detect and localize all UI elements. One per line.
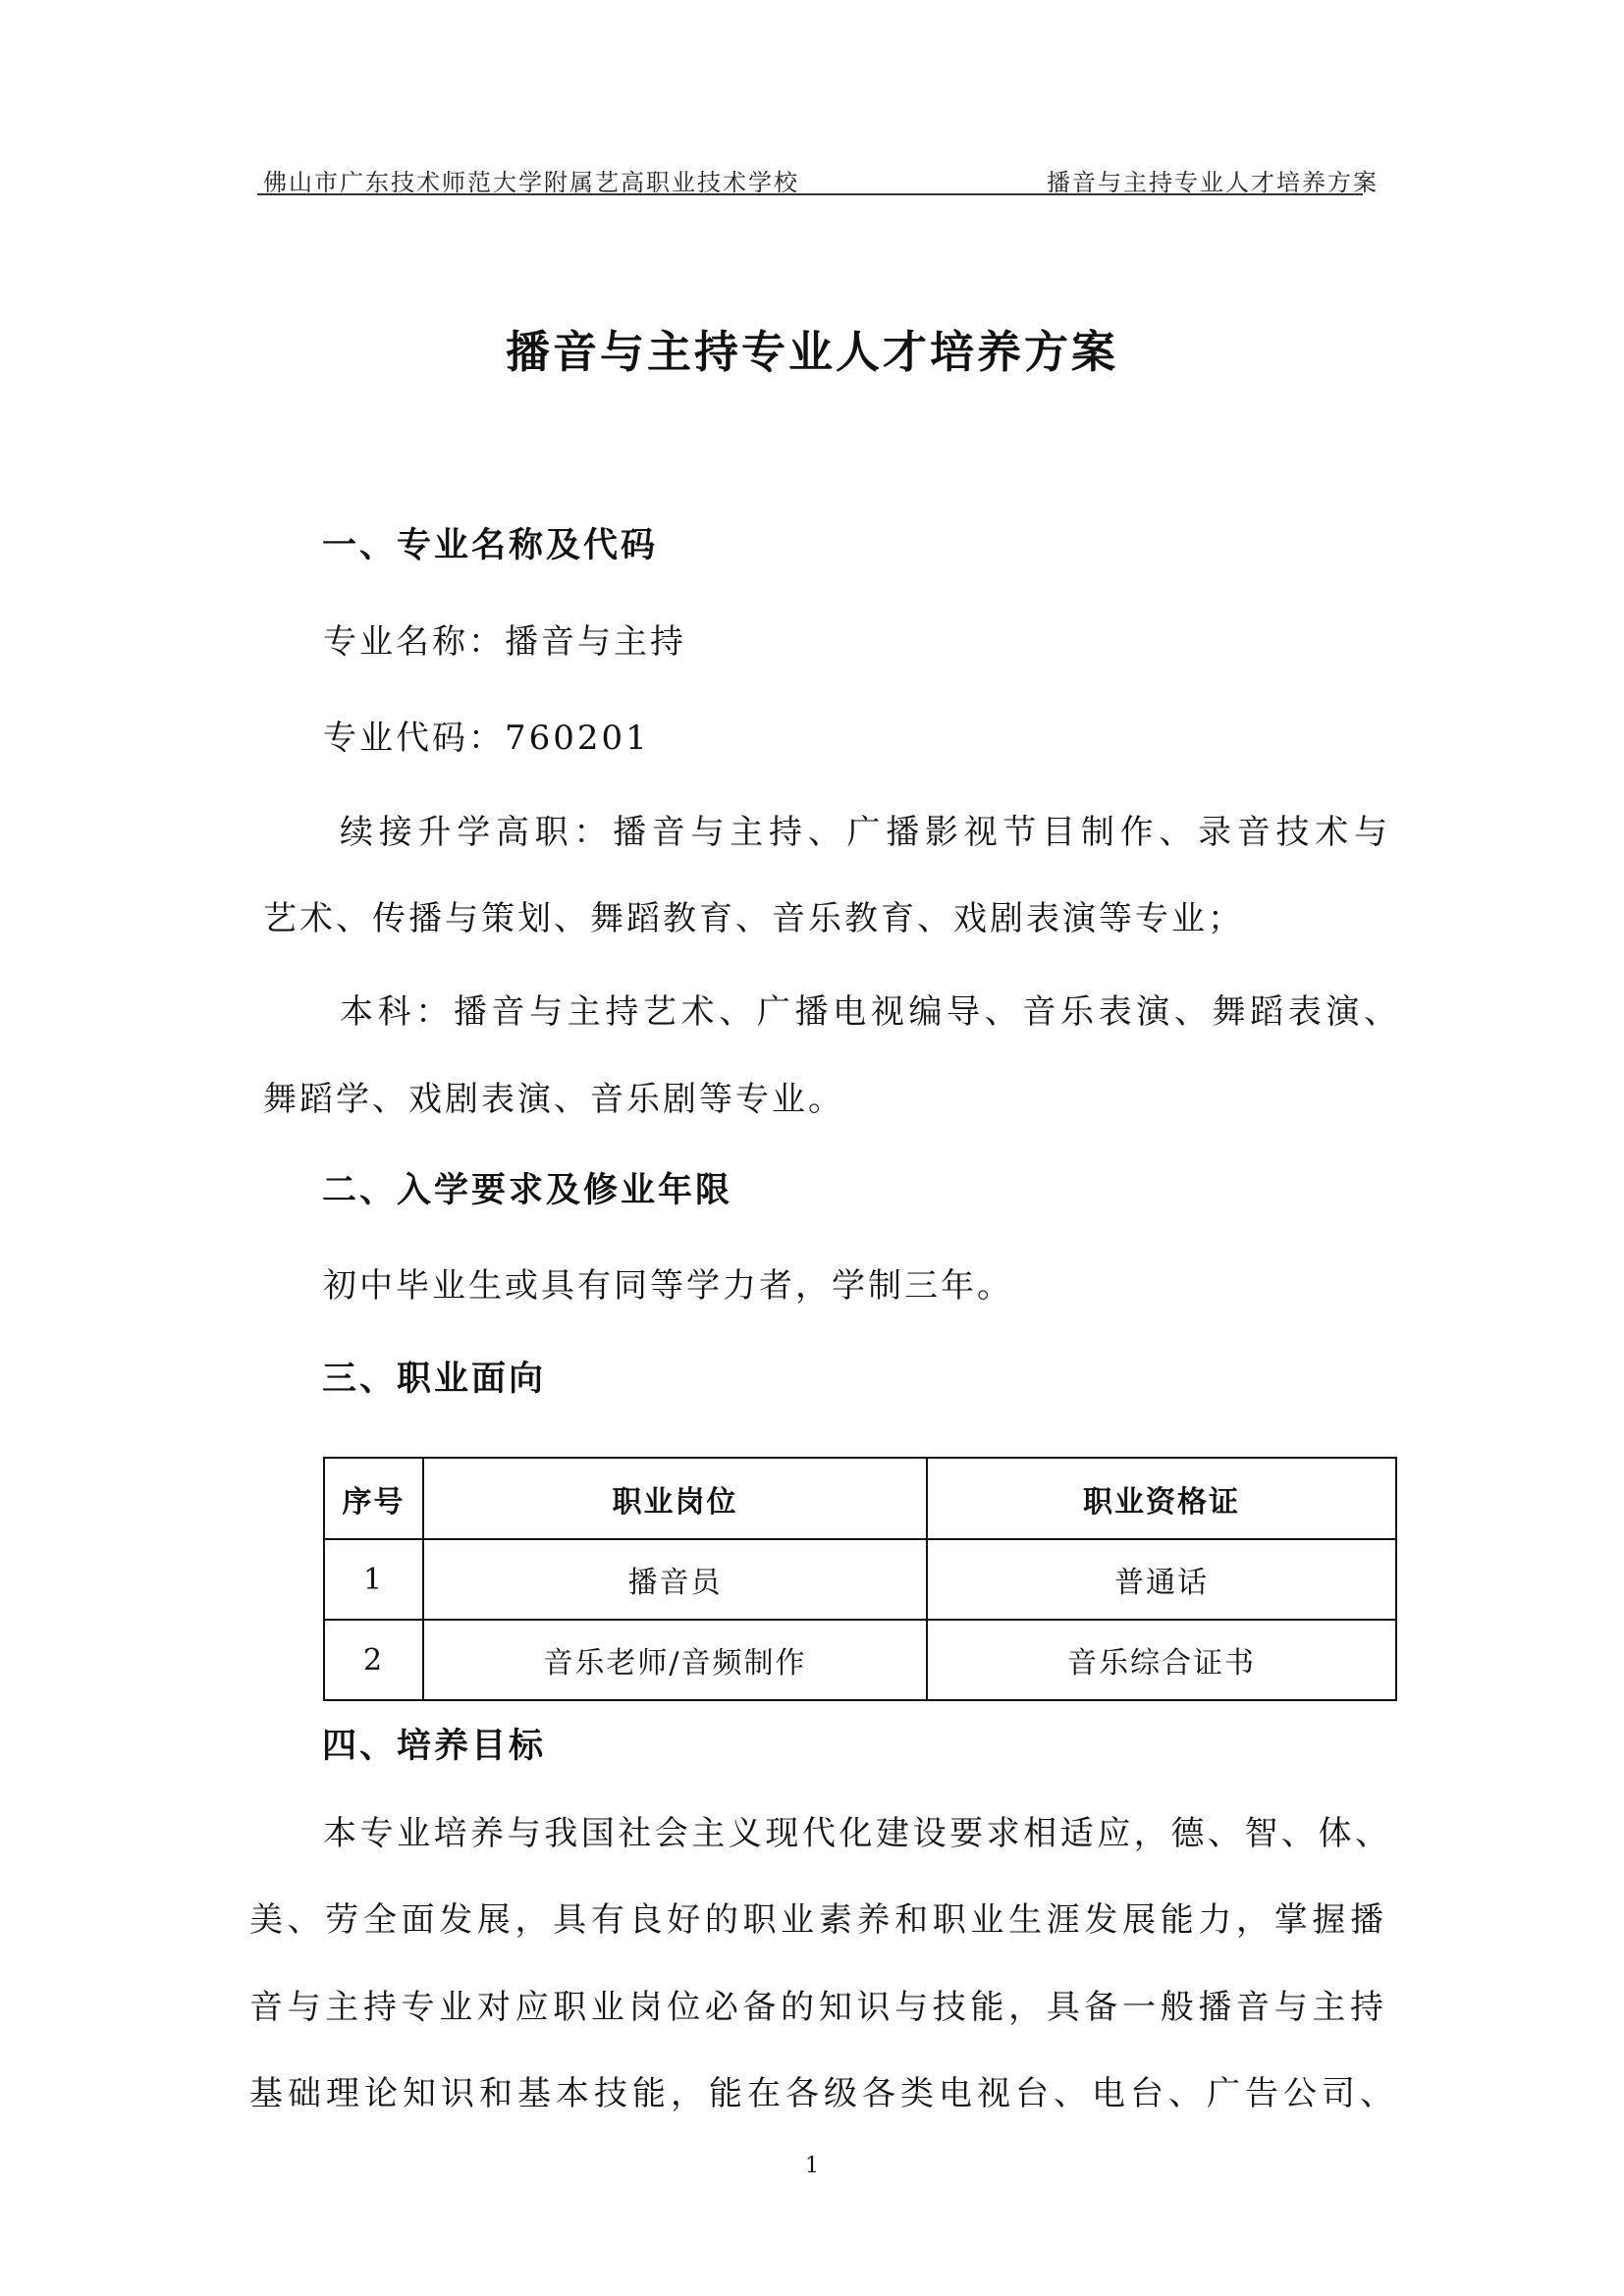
section-heading-1: 一、专业名称及代码 xyxy=(322,526,659,565)
table-cell: 1 xyxy=(324,1539,423,1620)
header-rule xyxy=(257,193,1363,195)
table-cell: 音乐老师/音频制作 xyxy=(423,1620,927,1700)
major-name-line: 专业名称：播音与主持 xyxy=(323,622,686,662)
section-heading-3: 三、职业面向 xyxy=(322,1360,547,1399)
objective-line-4: 基础理论知识和基本技能，能在各级各类电视台、电台、广告公司、 xyxy=(249,2074,1396,2113)
objective-line-1: 本专业培养与我国社会主义现代化建设要求相适应，德、智、体、 xyxy=(323,1814,1391,1853)
table-cell: 音乐综合证书 xyxy=(927,1620,1396,1700)
table-cell: 播音员 xyxy=(423,1539,927,1620)
page-number: 1 xyxy=(805,2154,819,2178)
table-cell: 2 xyxy=(324,1620,423,1700)
occupation-table xyxy=(323,1457,1397,1701)
table-row xyxy=(324,1620,1396,1700)
objective-line-2: 美、劳全面发展，具有良好的职业素养和职业生涯发展能力，掌握播 xyxy=(249,1900,1386,1940)
table-header-cell: 职业岗位 xyxy=(423,1458,927,1539)
header-document-title: 播音与主持专业人才培养方案 xyxy=(1047,169,1379,196)
table-row xyxy=(324,1539,1396,1620)
objective-line-3: 音与主持专业对应职业岗位必备的知识与技能，具备一般播音与主持 xyxy=(249,1988,1386,2027)
table-cell: 普通话 xyxy=(927,1539,1396,1620)
major-code-line: 专业代码：760201 xyxy=(323,719,650,758)
table-header-row xyxy=(324,1458,1396,1539)
undergraduate-line-1: 本科：播音与主持艺术、广播电视编导、音乐表演、舞蹈表演、 xyxy=(340,992,1400,1032)
page-title: 播音与主持专业人才培养方案 xyxy=(505,326,1118,378)
header-school-name: 佛山市广东技术师范大学附属艺高职业技术学校 xyxy=(263,169,799,196)
table-header-cell: 序号 xyxy=(324,1458,423,1539)
undergraduate-line-2: 舞蹈学、戏剧表演、音乐剧等专业。 xyxy=(263,1080,844,1119)
higher-vocational-line-2: 艺术、传播与策划、舞蹈教育、音乐教育、戏剧表演等专业； xyxy=(263,899,1244,938)
admission-text: 初中毕业生或具有同等学力者，学制三年。 xyxy=(323,1266,1013,1306)
section-heading-2: 二、入学要求及修业年限 xyxy=(322,1171,733,1210)
table-header-cell: 职业资格证 xyxy=(927,1458,1396,1539)
higher-vocational-line-1: 续接升学高职：播音与主持、广播影视节目制作、录音技术与 xyxy=(340,813,1390,852)
section-heading-4: 四、培养目标 xyxy=(322,1727,547,1766)
